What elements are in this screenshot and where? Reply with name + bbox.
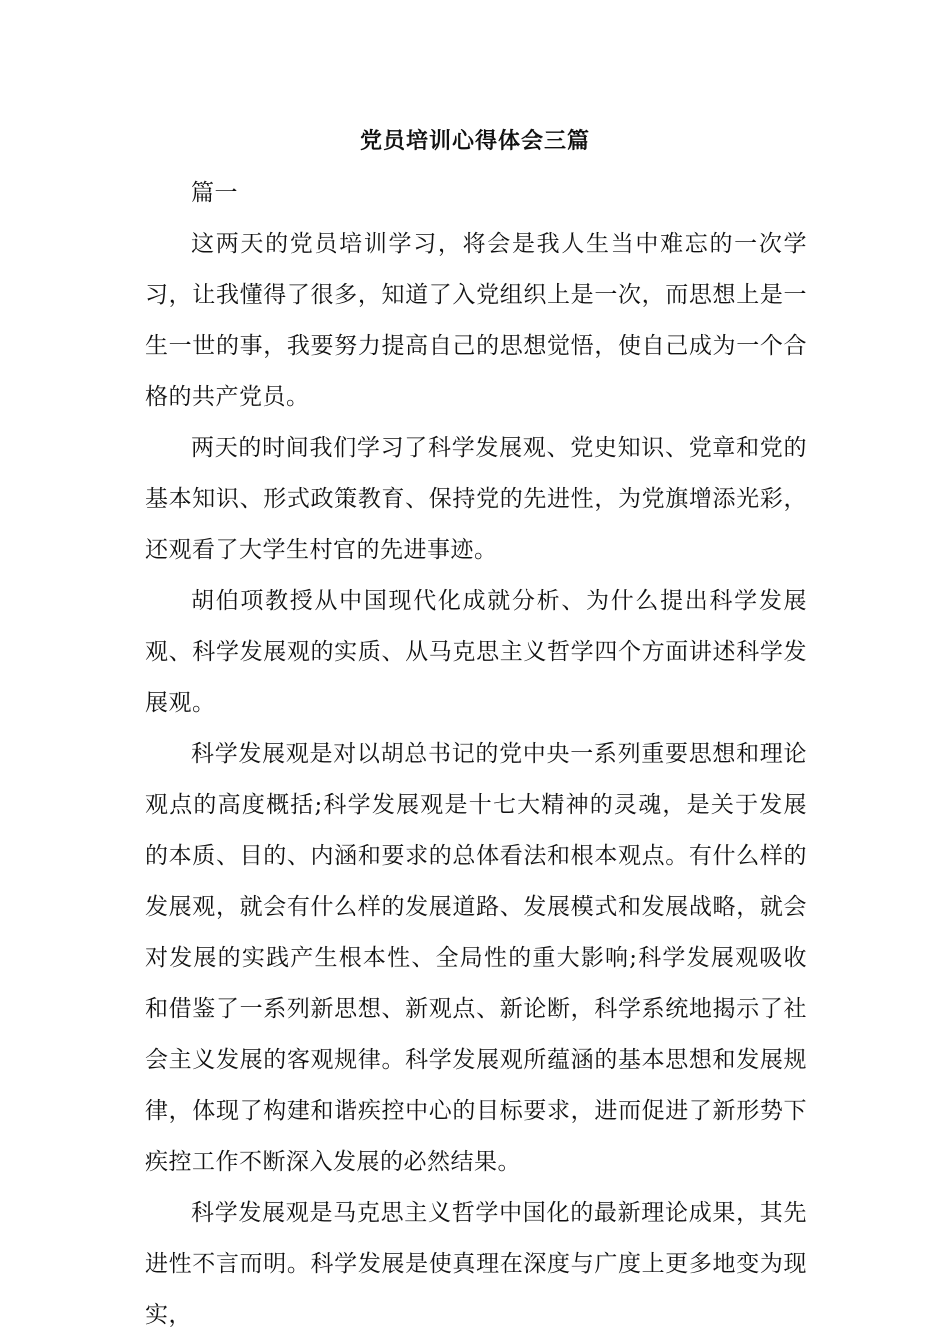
document-title: 党员培训心得体会三篇 bbox=[359, 128, 590, 154]
paragraph: 两天的时间我们学习了科学发展观、党史知识、党章和党的基本知识、形式政策教育、保持党的先进性，为党旗增添光彩，还观看了大学生村官的先进事迹。 bbox=[145, 435, 807, 563]
document-body bbox=[145, 168, 807, 1341]
paragraph: 科学发展观是对以胡总书记的党中央一系列重要思想和理论观点的高度概括;科学发展观是十七大精神的灵魂，是关于发展的本质、目的、内涵和要求的总体看法和根本观点。有什么样的发展观，就会有什么样的发展道路、发展模式和发展战略，就会对发展的实践产生根本性、全局性的重大影响;科学发展观吸收和借鉴了一系列新思想、新观点、新论断，科学系统地揭示了社会主义发展的客观规律。科学发展观所蕴涵的基本思想和发展规律，体现了构建和谐疾控中心的目标要求，进而促进了新形势下疾控工作不断深入发展的必然结果。 bbox=[145, 741, 807, 1175]
paragraph-section-heading: 篇一 bbox=[191, 180, 238, 206]
paragraph: 胡伯项教授从中国现代化成就分析、为什么提出科学发展观、科学发展观的实质、从马克思主义哲学四个方面讲述科学发展观。 bbox=[145, 588, 807, 716]
paragraph: 这两天的党员培训学习，将会是我人生当中难忘的一次学习，让我懂得了很多，知道了入党组织上是一次，而思想上是一生一世的事，我要努力提高自己的思想觉悟，使自己成为一个合格的共产党员。 bbox=[145, 231, 807, 410]
paragraph: 科学发展观是马克思主义哲学中国化的最新理论成果，其先进性不言而明。科学发展是使真理在深度与广度上更多地变为现实， bbox=[145, 1200, 807, 1328]
